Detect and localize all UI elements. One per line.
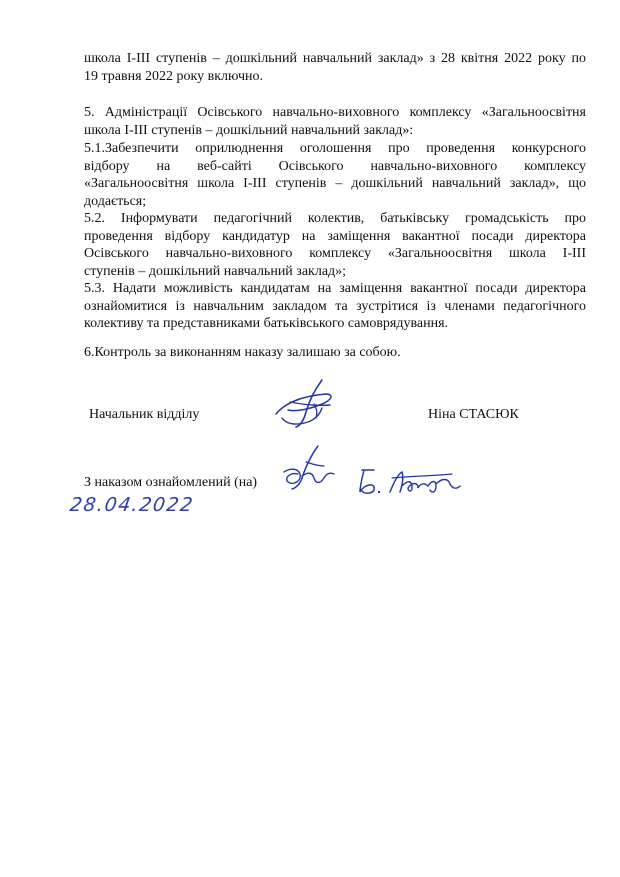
item-5-1-line-1: 5.1.Забезпечити оприлюднення оголошення про проведення конкурсного [84, 141, 586, 156]
position-title: Начальник відділу [89, 407, 200, 422]
item-6-text: 6.Контроль за виконанням наказу залишаю за собою. [84, 345, 401, 360]
acknowledgement-label: З наказом ознайомлений (на) [84, 475, 258, 490]
item-5-2-paragraph [84, 210, 586, 280]
acknowledgement-signature [276, 442, 346, 492]
item-5-line-1: 5. Адміністрації Осівського навчально-виховного комплексу «Загальноосвітня [84, 105, 586, 120]
item-5-1-line-4: додається; [84, 193, 147, 209]
item-5-3-line-3: колективу та представниками батьківського самоврядування. [84, 316, 449, 331]
intro-line-2: 19 травня 2022 року включно. [84, 68, 264, 84]
handwritten-date: 28.04.2022 [68, 494, 196, 516]
item-5-3-line-2: ознайомитися із навчальним закладом та зустрітися із членами педагогічного [84, 298, 586, 314]
item-5-2-line-2: проведення відбору кандидатур на заміщення вакантної посади директора [84, 228, 586, 244]
intro-paragraph [84, 50, 586, 85]
intro-line-1: школа І-ІІІ ступенів – дошкільний навчальний заклад» з 28 квітня 2022 року по [84, 51, 586, 66]
item-5-2-line-3: Осівського навчально-виховного комплексу «Загальноосвітня школа І-ІІІ [84, 246, 586, 261]
signer-name: Ніна СТАСЮК [428, 407, 519, 422]
item-5-line-2: школа І-ІІІ ступенів – дошкільний навчальний заклад»: [84, 122, 414, 138]
item-5-1-line-3: «Загальноосвітня школа І-ІІІ ступенів – дошкільний навчальний заклад», що [84, 176, 586, 191]
item-5-1-line-2: відбору на веб-сайті Осівського навчально-виховного комплексу [84, 158, 586, 174]
item-5-3-paragraph [84, 280, 586, 333]
head-signature [270, 374, 350, 430]
item-5-1-paragraph [84, 140, 586, 210]
item-5-2-line-1: 5.2. Інформувати педагогічний колектив, батьківську громадськість про [84, 211, 586, 226]
item-5-3-line-1: 5.3. Надати можливість кандидатам на заміщення вакантної посади директора [84, 281, 586, 296]
item-5-2-line-4: ступенів – дошкільний навчальний заклад»; [84, 263, 347, 279]
handwritten-name [352, 464, 464, 498]
item-5-paragraph [84, 104, 586, 139]
